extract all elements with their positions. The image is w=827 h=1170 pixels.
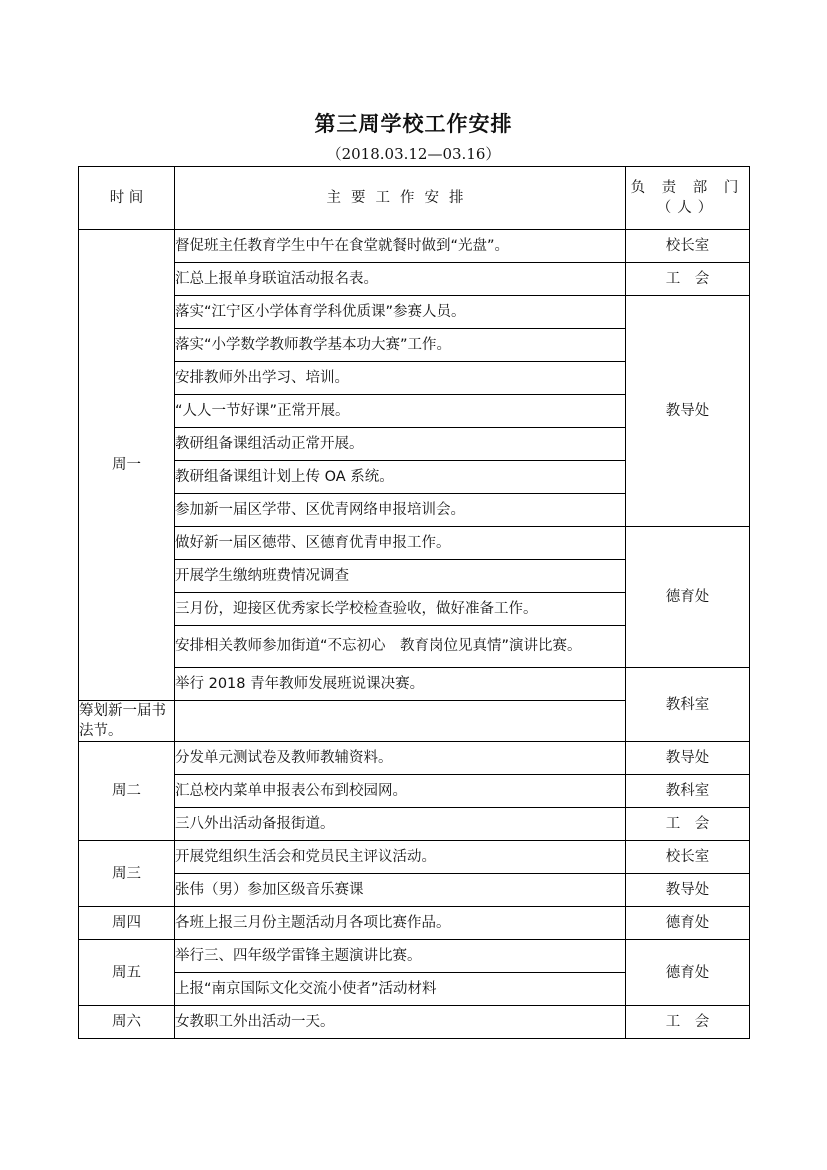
header-row [79,167,750,230]
task-cell: 汇总校内菜单申报表公布到校园网。 [175,775,626,808]
task-cell: 安排相关教师参加街道“不忘初心 教育岗位见真情”演讲比赛。 [175,626,626,668]
table-row [79,668,750,701]
task-cell: 张伟（男）参加区级音乐赛课 [175,874,626,907]
table-row [79,841,750,874]
table-row [79,1006,750,1039]
dept-cell: 工 会 [626,263,750,296]
day-cell: 周四 [79,907,175,940]
table-row [79,742,750,775]
dept-cell: 校长室 [626,230,750,263]
header-dept: 负 责 部 门（人） [626,167,750,230]
table-row [79,527,750,560]
dept-cell: 校长室 [626,841,750,874]
day-cell: 周二 [79,742,175,841]
task-cell: 落实“小学数学教师教学基本功大赛”工作。 [175,329,626,362]
table-row [79,940,750,973]
task-cell: 三月份，迎接区优秀家长学校检查验收，做好准备工作。 [175,593,626,626]
task-cell: 举行 2018 青年教师发展班说课决赛。 [175,668,626,701]
schedule-table [78,166,750,1039]
task-cell: 督促班主任教育学生中午在食堂就餐时做到“光盘”。 [175,230,626,263]
dept-cell: 工 会 [626,1006,750,1039]
table-row [79,296,750,329]
table-row [79,874,750,907]
task-cell: “人人一节好课”正常开展。 [175,395,626,428]
dept-cell: 教导处 [626,296,750,527]
table-row [79,907,750,940]
task-cell: 做好新一届区德带、区德育优青申报工作。 [175,527,626,560]
dept-cell: 教科室 [626,775,750,808]
table-row [79,775,750,808]
task-cell: 筹划新一届书法节。 [79,701,175,742]
task-cell: 上报“南京国际文化交流小使者”活动材料 [175,973,626,1006]
header-time: 时 间 [79,167,175,230]
task-cell: 女教职工外出活动一天。 [175,1006,626,1039]
date-range: （2018.03.12—03.16） [326,145,501,163]
table-row [79,263,750,296]
task-cell: 三八外出活动备报街道。 [175,808,626,841]
task-cell: 各班上报三月份主题活动月各项比赛作品。 [175,907,626,940]
task-cell: 开展学生缴纳班费情况调查 [175,560,626,593]
task-cell: 教研组备课组活动正常开展。 [175,428,626,461]
task-cell: 举行三、四年级学雷锋主题演讲比赛。 [175,940,626,973]
task-cell: 落实“江宁区小学体育学科优质课”参赛人员。 [175,296,626,329]
task-cell: 参加新一届区学带、区优青网络申报培训会。 [175,494,626,527]
header-task: 主要工作安排 [175,167,626,230]
task-cell: 汇总上报单身联谊活动报名表。 [175,263,626,296]
dept-cell: 教导处 [626,742,750,775]
document-title: 第三周学校工作安排 [314,111,513,136]
day-cell: 周五 [79,940,175,1006]
table-row [79,808,750,841]
table-row [79,230,750,263]
task-cell: 开展党组织生活会和党员民主评议活动。 [175,841,626,874]
task-cell: 分发单元测试卷及教师教辅资料。 [175,742,626,775]
dept-cell: 德育处 [626,527,750,668]
dept-cell: 教导处 [626,874,750,907]
day-cell: 周三 [79,841,175,907]
task-cell: 安排教师外出学习、培训。 [175,362,626,395]
dept-cell: 德育处 [626,907,750,940]
dept-cell: 教科室 [626,668,750,742]
dept-cell: 德育处 [626,940,750,1006]
task-cell: 教研组备课组计划上传 OA 系统。 [175,461,626,494]
day-cell: 周一 [79,230,175,701]
dept-cell: 工 会 [626,808,750,841]
day-cell: 周六 [79,1006,175,1039]
